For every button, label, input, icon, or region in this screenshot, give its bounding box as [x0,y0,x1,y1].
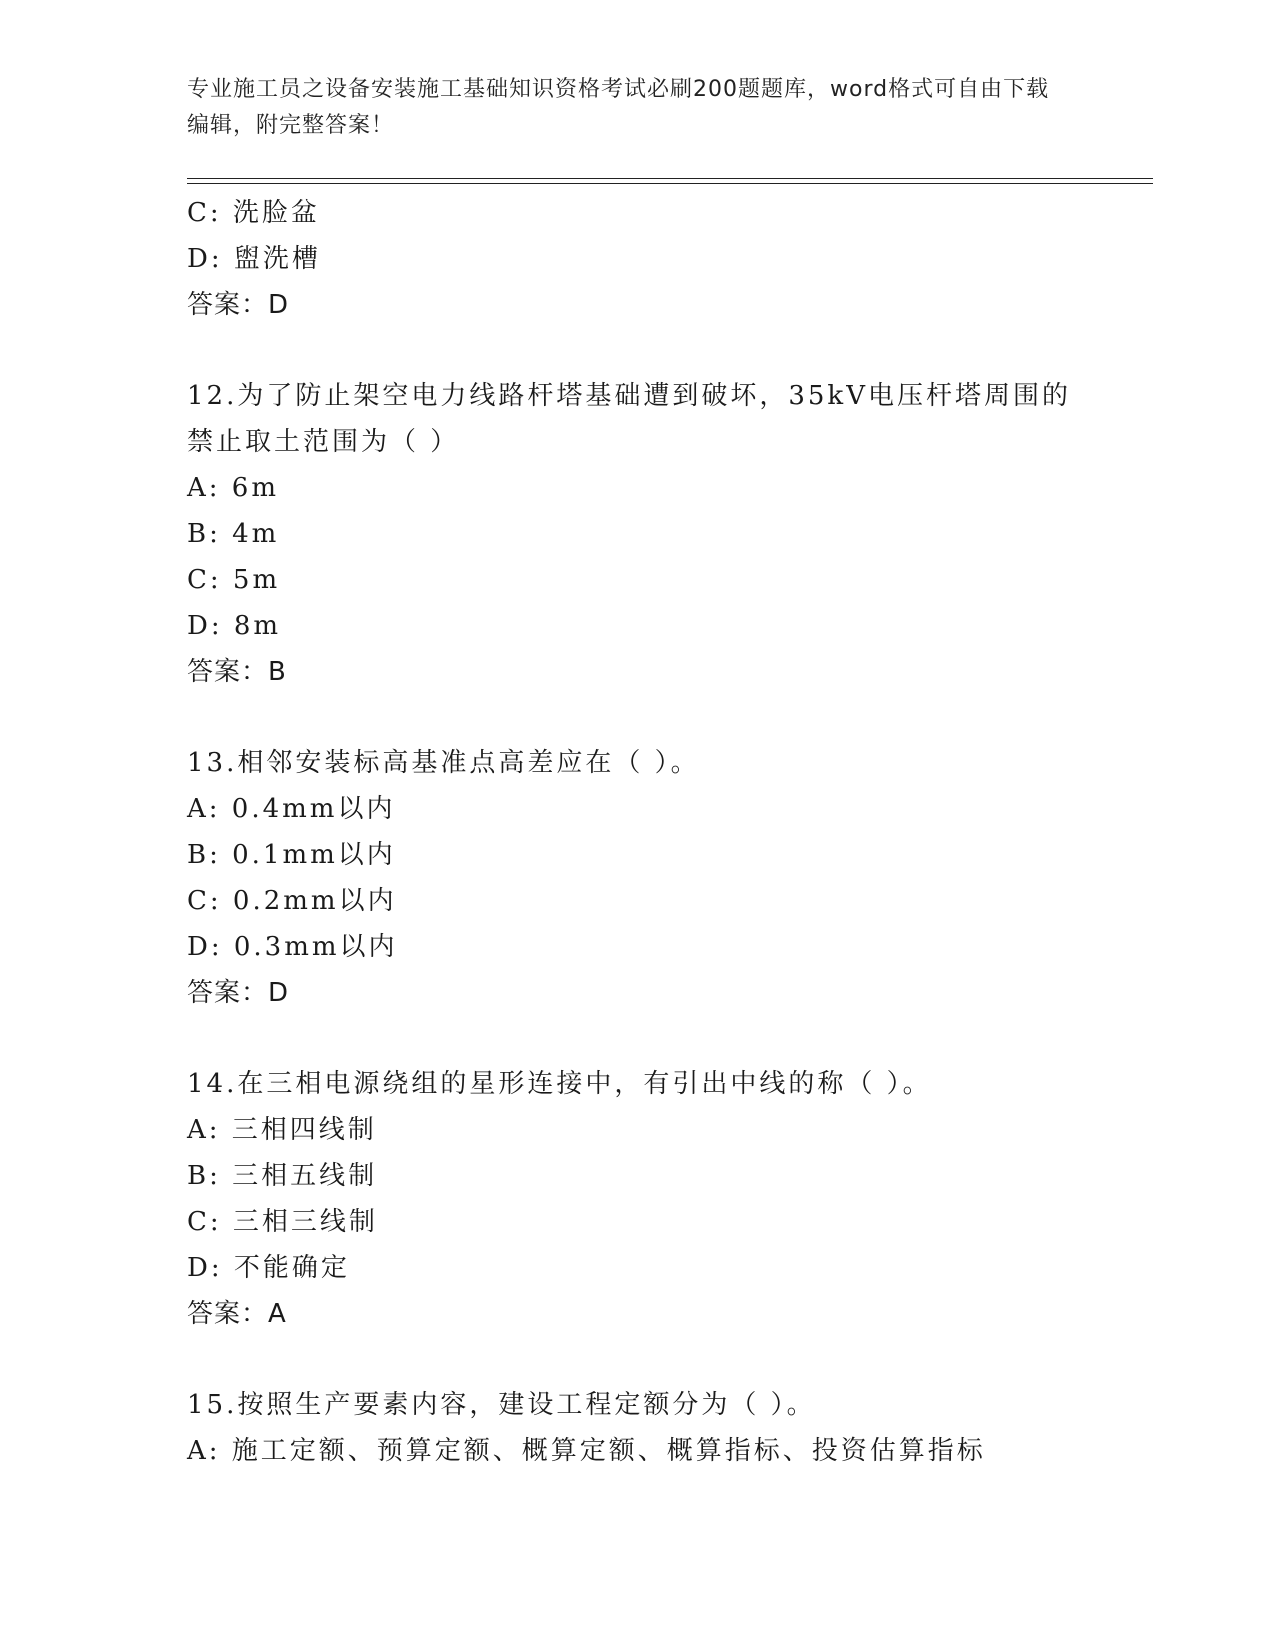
option-a: A: 6m [187,473,279,503]
option-d: D: 盥洗槽 [187,244,321,274]
option-b: B: 4m [187,519,280,549]
question-13 [187,740,1087,1016]
option-a: A: 施工定额、预算定额、概算定额、概算指标、投资估算指标 [187,1436,986,1466]
spacer [187,695,1087,740]
option-c: C: 洗脸盆 [187,198,320,228]
question-stem: 13.相邻安装标高基准点高差应在（ ）。 [187,748,700,778]
option-c: C: 0.2mm以内 [187,886,397,916]
question-15 [187,1382,1087,1474]
answer-line: 答案：B [187,657,287,687]
option-c: C: 三相三线制 [187,1207,378,1237]
answer-line: 答案：A [187,1299,287,1329]
previous-question-tail [187,190,1087,328]
answer-line: 答案：D [187,290,290,320]
header-rule-bottom [187,183,1153,184]
question-12 [187,373,1087,695]
option-b: B: 三相五线制 [187,1161,378,1191]
option-c: C: 5m [187,565,281,595]
option-a: A: 0.4mm以内 [187,794,396,824]
spacer [187,1016,1087,1061]
question-list [187,190,1087,1474]
question-stem: 14.在三相电源绕组的星形连接中，有引出中线的称（ ）。 [187,1069,932,1099]
question-14 [187,1061,1087,1337]
question-stem: 15.按照生产要素内容，建设工程定额分为（ ）。 [187,1390,816,1420]
question-stem: 12.为了防止架空电力线路杆塔基础遭到破坏，35kV电压杆塔周围的禁止取土范围为（ ） [187,381,1071,457]
spacer [187,328,1087,373]
option-d: D: 0.3mm以内 [187,932,398,962]
spacer [187,1337,1087,1382]
document-header: 专业施工员之设备安装施工基础知识资格考试必刷200题题库，word格式可自由下载编辑，附完整答案！ [187,77,1050,138]
header-rule-top [187,178,1153,179]
option-d: D: 不能确定 [187,1253,350,1283]
option-d: D: 8m [187,611,282,641]
answer-line: 答案：D [187,978,290,1008]
option-b: B: 0.1mm以内 [187,840,396,870]
option-a: A: 三相四线制 [187,1115,377,1145]
